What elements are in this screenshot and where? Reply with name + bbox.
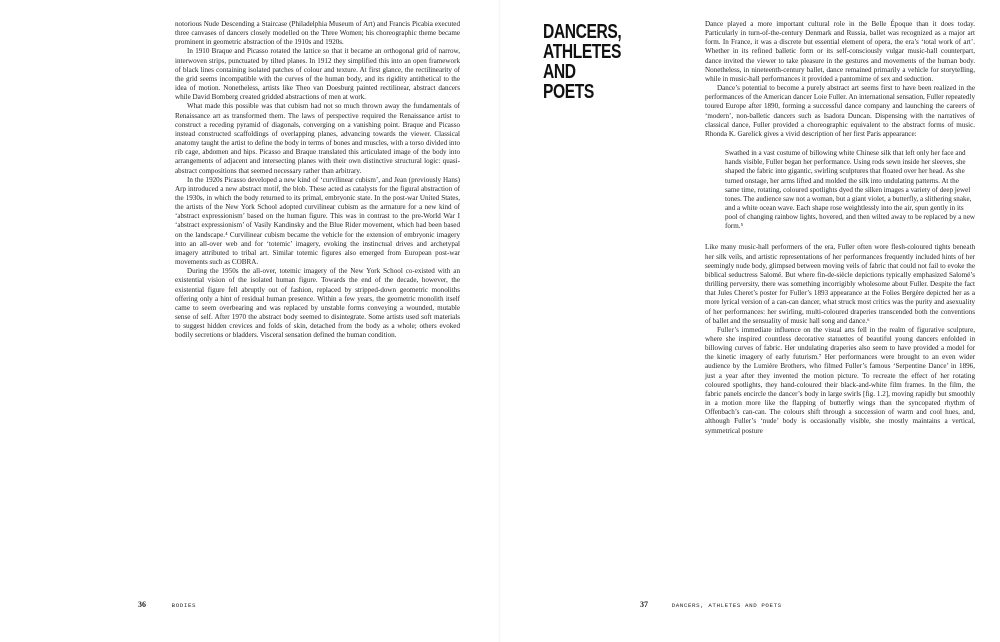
heading-line-3: AND POETS (543, 61, 594, 103)
right-running-head: DANCERS, ATHLETES AND POETS (671, 602, 782, 609)
heading-line-1: DANCERS, (543, 21, 622, 43)
right-paragraph-3: Like many music-hall performers of the era, Fuller often wore flesh-coloured tights beneath her silk veils, and artistic representations of her performances frequently included hints of her seemingly nude body, glimpsed between moving veils of fabric that could not fail to evoke the biblical seductress Salomé. But where fin-de-siècle depictions typically emphasized Salomé’s thrilling perversity, there was something incorrigibly wholesome about Fuller. Despite the fact that Jules Cheret’s poster for Fuller’s 1893 appearance at the Folies Bergère depicted her as a more lyrical version of a can-can dancer, what struck most critics was the purity and asexuality of her performances: her swirling, multi-coloured draperies transcended both the conventions of ballet and the sensuality of music hall song and dance.⁶ (705, 243, 975, 325)
left-paragraph-3: What made this possible was that cubism had not so much thrown away the fundamentals of Renaissance art as transformed them. The laws of perspective required the Renaissance artist to construct a receding pyramid of diagonals, converging on a vanishing point. Braque and Picasso instead constructed scaffoldings of overlapping planes, advancing towards the viewer. Classical anatomy taught the artist to define the body in terms of bones and muscles, with a torso divided into rib cage, abdomen and hips. Picasso and Braque translated this articulated image of the body into arrangements of adjacent and intersecting planes with their own distinctive structural logic: quasi-abstract compositions that seemed necessary rather than arbitrary. (175, 102, 460, 175)
left-paragraph-5: During the 1950s the all-over, totemic imagery of the New York School co-existed with an existential vision of the isolated human figure. Towards the end of the decade, however, the existential figure fell abruptly out of fashion, replaced by stripped-down geometric monoliths offering only a hint of residual human presence. Within a few years, the geometric monolith itself came to seem overbearing and was replaced by unstable forms conveying a wounded, mutable sense of self. After 1970 the abstract body seemed to disintegrate. Some artists used soft materials to suggest hidden crevices and folds of skin, detached from the body as a whole; others evoked bodily secretions or bladders. Visceral sensation defined the human condition. (175, 267, 460, 340)
left-paragraph-1: notorious Nude Descending a Staircase (Philadelphia Museum of Art) and Francis Picabia executed three canvases of dancers closely modelled on the Three Women; his choreographic theme became prominent in geometric abstraction of the 1910s and 1920s. (175, 20, 460, 47)
right-paragraph-2: Dance’s potential to become a purely abstract art seems first to have been realized in the performances of the American dancer Loie Fuller. An international sensation, Fuller repeatedly toured Europe after 1890, forming a successful dance company and launching the careers of ‘modern’, non-balletic dancers such as Isadora Duncan. Dispensing with the narratives of classical dance, Fuller provided a choreographic equivalent to the abstract forms of music. Rhonda K. Garelick gives a vivid description of her first Paris appearance: (705, 84, 975, 138)
right-page-number: 37 (640, 600, 648, 609)
right-footer (640, 601, 782, 610)
left-page-number: 36 (138, 600, 146, 609)
left-text-column (175, 20, 460, 340)
left-paragraph-4: In the 1920s Picasso developed a new kind of ‘curvilinear cubism’, and Jean (previously Hans) Arp introduced a new abstract motif, the blob. These acted as catalysts for the figural abstraction of the 1930s, in which the body returned to its primal, embryonic state. In the post-war United States, the artists of the New York School adopted curvilinear cubism as the armature for a new kind of ‘abstract expressionism’ based on the human figure. This was in contrast to the pre-World War I ‘abstract expressionism’ of Vasily Kandinsky and the Blue Rider movement, which had been based on the landscape.⁴ Curvilinear cubism became the vehicle for the extension of embryonic imagery into an all-over web and for ‘totemic’ imagery, evoking the instinctual drives and archetypal imagery attributed to tribal art. Similar totemic figures also emerged from European post-war movements such as COBRA. (175, 175, 460, 267)
block-quote: Swathed in a vast costume of billowing white Chinese silk that left only her face and hands visible, Fuller began her performance. Using rods sewn inside her sleeves, she shaped the fabric into gigantic, swirling sculptures that floated over her head. As she turned onstage, her arms lifted and molded the silk into undulating patterns. At the same time, rotating, coloured spotlights dyed the silken images a variety of deep jewel tones. The audience saw not a woman, but a giant violet, a butterfly, a slithering snake, and a white ocean wave. Each shape rose weightlessly into the air, spun gently in its pool of changing rainbow lights, hovered, and then wilted away to be replaced by a new form.⁵ (725, 149, 975, 231)
right-paragraph-4: Fuller’s immediate influence on the visual arts fell in the realm of figurative sculpture, where she inspired countless decorative statuettes of beautiful young dancers enfolded in billowing curves of fabric. Her undulating draperies also seem to have provided a model for the kinetic imagery of early futurism.⁷ Her performances were brought to an even wider audience by the Lumière Brothers, who filmed Fuller’s famous ‘Serpentine Dance’ in 1896, just a year after they invented the motion picture. To recreate the effect of her rotating coloured spotlights, they hand-coloured their black-and-white film frames. In the film, the fabric panels encircle the dancer’s body in large swirls [fig. 1.2], moving rapidly but smoothly in a motion more like the flapping of butterfly wings than the syncopated rhythm of Offenbach’s can-can. The colours shift through a succession of warm and cool hues, and, although Fuller’s ‘nude’ body is occasionally visible, she mostly maintains a vertical, symmetrical posture (705, 325, 975, 435)
heading-line-2: ATHLETES (543, 41, 622, 63)
left-running-head: BODIES (171, 602, 197, 609)
right-paragraph-1: Dance played a more important cultural role in the Belle Époque than it does today. Particularly in turn-of-the-century Denmark and Russia, ballet was recognized as a major art form. In France, it was a discrete but essential element of opera, the era’s ‘total work of art’. Whether in its refined balletic form or its self-consciously vulgar music-hall counterpart, dance invited the viewer to take pleasure in the gestures and movements of the human body. Nonetheless, in nineteenth-century ballet, dance remained primarily a vehicle for storytelling, while in music-hall performances it provided a pantomime of sex and seduction. (705, 20, 975, 83)
left-paragraph-2: In 1910 Braque and Picasso rotated the lattice so that it became an orthogonal grid of narrow, interwoven strips, punctuated by tilted planes. In 1912 they simplified this into an open framework of black lines containing isolated patches of colour and texture. At first glance, the rectilinearity of the grid seems incompatible with the curves of the human body, and its rigidity antithetical to the idea of motion. Nonetheless, artists like Theo van Doesburg painted rectilinear, abstract dancers while David Bomberg created gridded abstractions of men at work. (175, 47, 460, 102)
left-footer (138, 601, 196, 610)
chapter-heading (543, 22, 629, 102)
right-page (500, 0, 1000, 642)
right-text-column (705, 20, 975, 436)
